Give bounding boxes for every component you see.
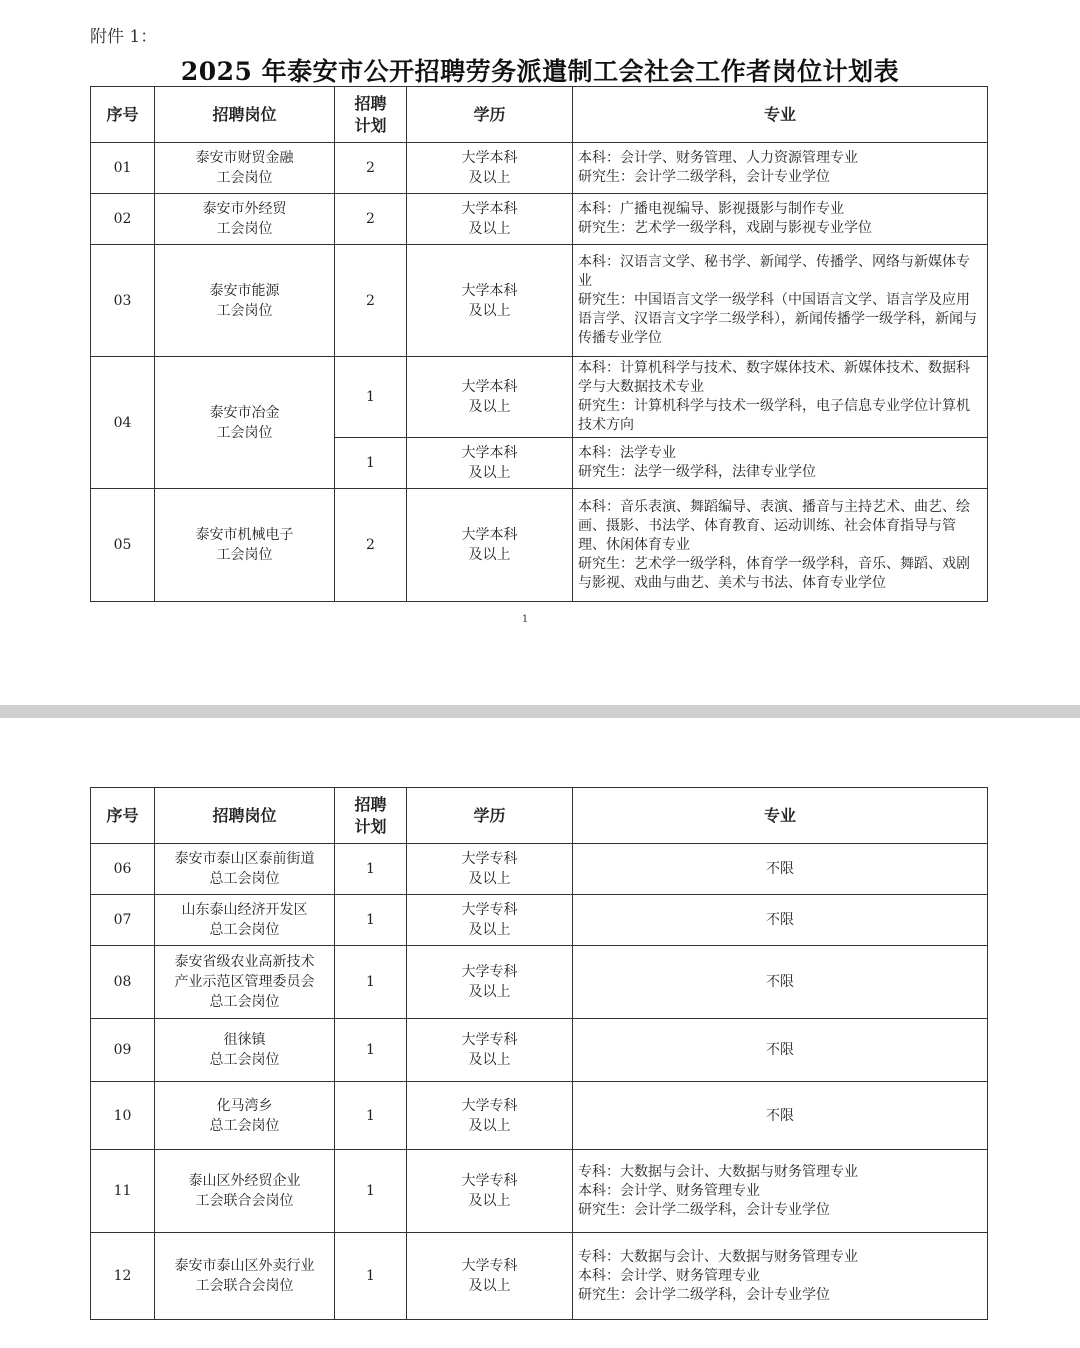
header-plan-line2: 计划	[354, 115, 387, 135]
plan-cell: 1	[335, 357, 407, 438]
seq-cell: 09	[91, 1019, 155, 1082]
education-cell-line: 及以上	[468, 1117, 511, 1134]
plan-cell: 1	[335, 1019, 407, 1082]
header-post: 招聘岗位	[155, 788, 335, 844]
header-plan	[335, 87, 407, 143]
attachment-label: 附件 1：	[90, 27, 158, 47]
post-cell	[155, 1019, 335, 1082]
education-cell-line: 大学本科	[461, 445, 518, 461]
header-plan-line1: 招聘	[354, 93, 387, 113]
major-cell	[573, 245, 988, 357]
education-cell-line: 及以上	[468, 547, 511, 563]
post-cell-line: 泰山区外经贸企业	[188, 1173, 301, 1189]
education-cell	[407, 357, 573, 438]
header-post: 招聘岗位	[155, 87, 335, 143]
education-cell-line: 及以上	[468, 1278, 511, 1294]
seq-cell: 12	[91, 1233, 155, 1320]
education-cell-line: 大学专科	[461, 902, 518, 918]
post-cell	[155, 1082, 335, 1150]
major-cell	[573, 1019, 988, 1082]
education-cell-line: 大学专科	[461, 1032, 518, 1048]
major-cell	[573, 438, 988, 489]
education-cell-line: 大学本科	[461, 282, 518, 299]
table-row	[91, 489, 988, 602]
post-cell	[155, 946, 335, 1019]
post-cell-line: 泰安市能源	[209, 282, 280, 299]
positions-table-page-1	[90, 86, 988, 602]
post-cell	[155, 357, 335, 489]
table-row	[91, 946, 988, 1019]
header-plan-line1: 招聘	[354, 794, 387, 814]
post-cell-line: 总工会岗位	[209, 871, 280, 887]
major-cell-line: 研究生：艺术学一级学科，体育学一级学科，音乐、舞蹈、戏剧与影视、戏曲与曲艺、美术与书法、体育专业学位	[578, 555, 970, 591]
post-cell-line: 工会联合会岗位	[195, 1193, 294, 1209]
table-header-row	[91, 788, 988, 844]
positions-table-page-2	[90, 787, 988, 1320]
post-cell	[155, 245, 335, 357]
header-plan-line2: 计划	[354, 816, 387, 836]
major-cell-line: 本科：会计学、财务管理专业	[578, 1182, 760, 1199]
seq-cell: 11	[91, 1150, 155, 1233]
major-cell-line: 研究生：艺术学一级学科，戏剧与影视专业学位	[578, 220, 872, 236]
plan-cell: 1	[335, 438, 407, 489]
major-cell-line: 专科：大数据与会计、大数据与财务管理专业	[578, 1163, 858, 1180]
post-cell-line: 泰安市外经贸	[202, 201, 287, 217]
education-cell	[407, 1082, 573, 1150]
post-cell-line: 总工会岗位	[209, 1052, 280, 1068]
plan-cell: 2	[335, 245, 407, 357]
plan-cell: 1	[335, 1150, 407, 1233]
post-cell	[155, 143, 335, 194]
education-cell-line: 大学专科	[461, 1097, 518, 1114]
post-cell-line: 总工会岗位	[209, 1117, 280, 1134]
post-cell-line: 总工会岗位	[209, 994, 280, 1010]
major-cell-line: 不限	[766, 912, 794, 928]
major-cell-line: 研究生：会计学二级学科，会计专业学位	[578, 1286, 830, 1303]
education-cell	[407, 844, 573, 895]
header-major: 专业	[573, 87, 988, 143]
major-cell	[573, 895, 988, 946]
post-cell-line: 泰安市冶金	[209, 404, 280, 421]
header-seq: 序号	[91, 87, 155, 143]
document-title: 2025 年泰安市公开招聘劳务派遣制工会社会工作者岗位计划表	[180, 57, 900, 86]
header-seq: 序号	[91, 788, 155, 844]
major-cell-line: 不限	[766, 1107, 794, 1124]
post-cell	[155, 844, 335, 895]
post-cell-line: 徂徕镇	[223, 1032, 266, 1048]
major-cell-line: 专科：大数据与会计、大数据与财务管理专业	[578, 1248, 858, 1265]
page-separator	[0, 705, 1080, 718]
plan-cell: 2	[335, 194, 407, 245]
education-cell-line: 及以上	[468, 984, 511, 1000]
plan-cell: 1	[335, 946, 407, 1019]
major-cell	[573, 1082, 988, 1150]
post-cell-line: 泰安省级农业高新技术	[174, 954, 315, 970]
education-cell	[407, 895, 573, 946]
plan-cell: 1	[335, 1233, 407, 1320]
plan-cell: 1	[335, 895, 407, 946]
post-cell-line: 化马湾乡	[216, 1097, 273, 1114]
education-cell-line: 及以上	[468, 170, 511, 186]
major-cell	[573, 143, 988, 194]
major-cell	[573, 946, 988, 1019]
major-cell-line: 研究生：计算机科学与技术一级学科，电子信息专业学位计算机技术方向	[578, 398, 970, 433]
post-cell	[155, 1150, 335, 1233]
header-education: 学历	[407, 87, 573, 143]
table-row	[91, 357, 988, 438]
education-cell	[407, 489, 573, 602]
major-cell-line: 本科：计算机科学与技术、数字媒体技术、新媒体技术、数据科学与大数据技术专业	[578, 360, 970, 395]
table-header-row	[91, 87, 988, 143]
plan-cell: 1	[335, 1082, 407, 1150]
education-cell	[407, 1019, 573, 1082]
post-cell-line: 工会岗位	[216, 424, 273, 441]
education-cell-line: 大学专科	[461, 1173, 518, 1189]
major-cell-line: 研究生：中国语言文学一级学科（中国语言文学、语言学及应用语言学、汉语言文字学二级学科），新闻传播学一级学科，新闻与传播专业学位	[578, 292, 977, 346]
education-cell-line: 大学本科	[461, 150, 518, 166]
plan-cell: 1	[335, 844, 407, 895]
table-row	[91, 194, 988, 245]
major-cell	[573, 1150, 988, 1233]
education-cell	[407, 194, 573, 245]
table-row	[91, 1019, 988, 1082]
post-cell-line: 泰安市财贸金融	[195, 150, 294, 166]
major-cell-line: 研究生：会计学二级学科，会计专业学位	[578, 169, 830, 185]
education-cell-line: 大学本科	[461, 201, 518, 217]
major-cell-line: 本科：会计学、财务管理、人力资源管理专业	[578, 150, 858, 166]
education-cell-line: 大学专科	[461, 964, 518, 980]
education-cell-line: 大学本科	[461, 379, 518, 395]
post-cell-line: 泰安市泰山区泰前街道	[174, 851, 315, 867]
education-cell	[407, 438, 573, 489]
major-cell	[573, 357, 988, 438]
post-cell-line: 总工会岗位	[209, 922, 280, 938]
table-row	[91, 1233, 988, 1320]
seq-cell: 05	[91, 489, 155, 602]
major-cell-line: 研究生：法学一级学科，法律专业学位	[578, 464, 816, 480]
education-cell-line: 大学专科	[461, 1258, 518, 1274]
table-row	[91, 1082, 988, 1150]
education-cell	[407, 946, 573, 1019]
table-row	[91, 895, 988, 946]
education-cell-line: 及以上	[468, 1052, 511, 1068]
seq-cell: 06	[91, 844, 155, 895]
major-cell	[573, 844, 988, 895]
header-education: 学历	[407, 788, 573, 844]
major-cell-line: 不限	[766, 974, 794, 990]
seq-cell: 04	[91, 357, 155, 489]
major-cell-line: 不限	[766, 1042, 794, 1058]
post-cell-line: 泰安市机械电子	[195, 527, 294, 543]
post-cell-line: 产业示范区管理委员会	[174, 974, 315, 990]
seq-cell: 01	[91, 143, 155, 194]
education-cell-line: 及以上	[468, 302, 511, 319]
major-cell-line: 本科：会计学、财务管理专业	[578, 1267, 760, 1284]
table-row	[91, 245, 988, 357]
seq-cell: 08	[91, 946, 155, 1019]
education-cell-line: 大学本科	[461, 527, 518, 543]
seq-cell: 10	[91, 1082, 155, 1150]
education-cell	[407, 245, 573, 357]
post-cell-line: 山东泰山经济开发区	[181, 902, 308, 918]
education-cell-line: 及以上	[468, 465, 511, 481]
table-row	[91, 844, 988, 895]
seq-cell: 07	[91, 895, 155, 946]
major-cell-line: 本科：法学专业	[578, 445, 676, 461]
table-body-page-2	[91, 844, 988, 1320]
header-plan	[335, 788, 407, 844]
post-cell-line: 工会岗位	[216, 547, 273, 563]
plan-cell: 2	[335, 143, 407, 194]
education-cell-line: 及以上	[468, 1193, 511, 1209]
education-cell-line: 大学专科	[461, 851, 518, 867]
education-cell-line: 及以上	[468, 922, 511, 938]
major-cell	[573, 1233, 988, 1320]
post-cell	[155, 1233, 335, 1320]
post-cell-line: 工会联合会岗位	[195, 1278, 294, 1294]
post-cell	[155, 194, 335, 245]
header-major: 专业	[573, 788, 988, 844]
post-cell-line: 泰安市泰山区外卖行业	[174, 1258, 315, 1274]
major-cell-line: 本科：音乐表演、舞蹈编导、表演、播音与主持艺术、曲艺、绘画、摄影、书法学、体育教育、运动训练、社会体育指导与管理、休闲体育专业	[578, 498, 970, 553]
education-cell	[407, 143, 573, 194]
page-number: 1	[521, 614, 529, 625]
education-cell	[407, 1233, 573, 1320]
major-cell-line: 不限	[766, 861, 794, 877]
major-cell-line: 本科：汉语言文学、秘书学、新闻学、传播学、网络与新媒体专业	[578, 254, 970, 289]
major-cell-line: 本科：广播电视编导、影视摄影与制作专业	[578, 201, 844, 217]
major-cell	[573, 489, 988, 602]
seq-cell: 02	[91, 194, 155, 245]
education-cell-line: 及以上	[468, 399, 511, 415]
post-cell-line: 工会岗位	[216, 302, 273, 319]
post-cell	[155, 489, 335, 602]
education-cell-line: 及以上	[468, 221, 511, 237]
post-cell-line: 工会岗位	[216, 221, 273, 237]
post-cell	[155, 895, 335, 946]
education-cell	[407, 1150, 573, 1233]
major-cell	[573, 194, 988, 245]
table-row	[91, 1150, 988, 1233]
plan-cell: 2	[335, 489, 407, 602]
seq-cell: 03	[91, 245, 155, 357]
table-row	[91, 143, 988, 194]
table-body-page-1	[91, 143, 988, 602]
major-cell-line: 研究生：会计学二级学科，会计专业学位	[578, 1201, 830, 1218]
post-cell-line: 工会岗位	[216, 170, 273, 186]
education-cell-line: 及以上	[468, 871, 511, 887]
page-2	[0, 718, 1080, 1348]
